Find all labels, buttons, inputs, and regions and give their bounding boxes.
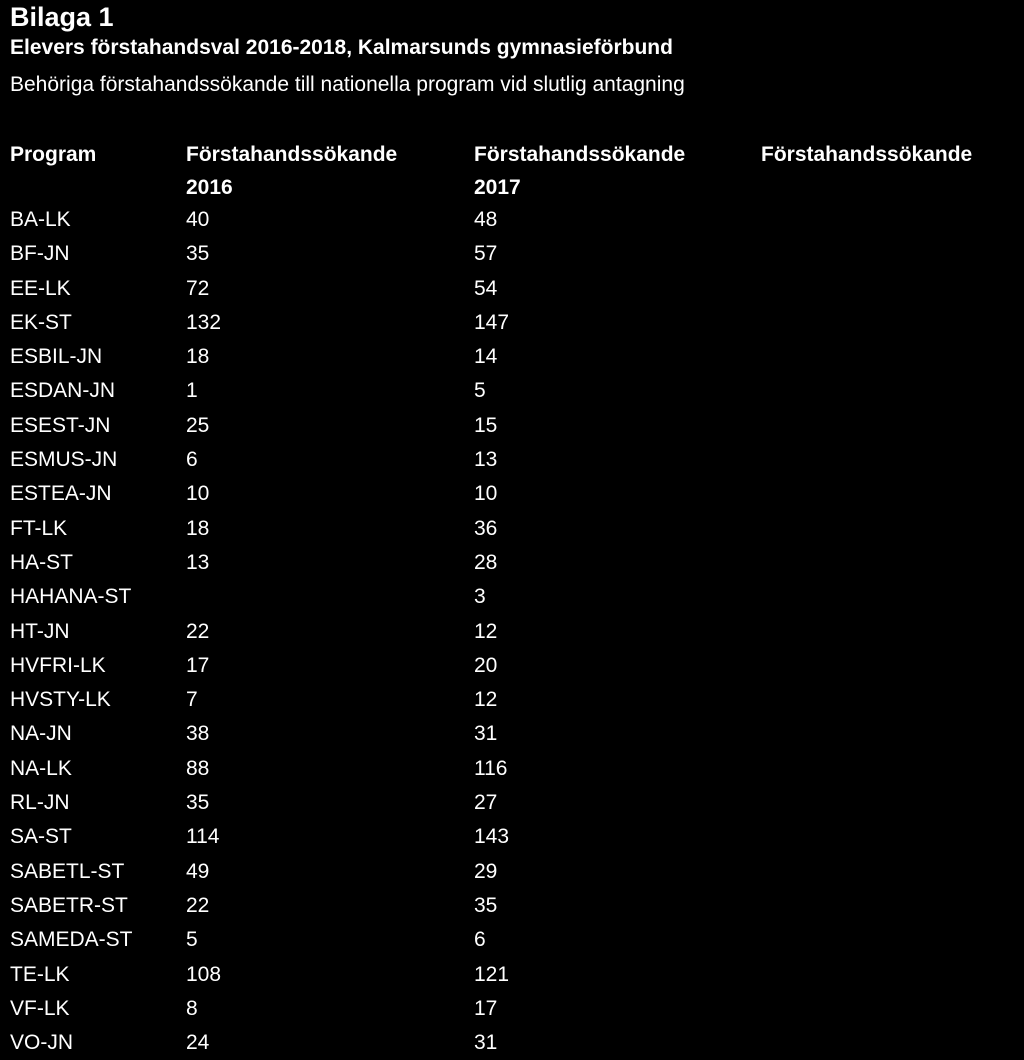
- cell-program: HT-JN: [10, 619, 70, 643]
- cell-2016: 8: [186, 996, 198, 1020]
- table-row: [0, 272, 1024, 306]
- header-program: Program: [10, 143, 97, 166]
- cell-2017: 10: [474, 482, 498, 506]
- cell-2017: 29: [474, 859, 498, 883]
- table-row: [0, 717, 1024, 751]
- table-row: [0, 649, 1024, 683]
- cell-program: SA-ST: [10, 825, 72, 849]
- table-row: [0, 580, 1024, 614]
- table-row: [0, 855, 1024, 889]
- cell-2017: 35: [474, 893, 498, 917]
- cell-program: SABETL-ST: [10, 859, 125, 883]
- cell-2017: 14: [474, 345, 498, 369]
- cell-2016: 72: [186, 276, 210, 300]
- table-row: [0, 374, 1024, 408]
- cell-program: ESEST-JN: [10, 413, 111, 437]
- cell-2016: 132: [186, 310, 222, 334]
- cell-2017: 28: [474, 550, 498, 574]
- cell-2016: 10: [186, 482, 210, 506]
- cell-2017: 5: [474, 379, 486, 403]
- cell-2017: 15: [474, 413, 498, 437]
- cell-2017: 17: [474, 996, 498, 1020]
- cell-2017: 36: [474, 516, 498, 540]
- table-row: [0, 203, 1024, 237]
- table-row: [0, 237, 1024, 271]
- table-row: [0, 409, 1024, 443]
- cell-2017: 31: [474, 1031, 498, 1055]
- table-row: [0, 512, 1024, 546]
- table-row: [0, 752, 1024, 786]
- table-row: [0, 477, 1024, 511]
- cell-program: ESBIL-JN: [10, 345, 103, 369]
- cell-program: EK-ST: [10, 310, 72, 334]
- header-2017-year: 2017: [474, 176, 521, 199]
- cell-2016: 49: [186, 859, 210, 883]
- cell-program: ESMUS-JN: [10, 448, 118, 472]
- document-description: Behöriga förstahandssökande till nationella program vid slutlig antagning: [10, 73, 685, 96]
- cell-program: VF-LK: [10, 996, 70, 1020]
- cell-program: NA-JN: [10, 722, 72, 746]
- page-heading: Bilaga 1: [10, 2, 114, 32]
- table-body: [0, 203, 1024, 1060]
- cell-2016: 18: [186, 516, 210, 540]
- cell-2017: 147: [474, 310, 510, 334]
- cell-2016: 13: [186, 550, 210, 574]
- table-row: [0, 615, 1024, 649]
- cell-2017: 13: [474, 448, 498, 472]
- cell-2016: 18: [186, 345, 210, 369]
- header-2016-year: 2016: [186, 176, 233, 199]
- cell-program: VO-JN: [10, 1031, 73, 1055]
- cell-2017: 116: [474, 756, 508, 780]
- cell-program: HVFRI-LK: [10, 653, 106, 677]
- cell-program: TE-LK: [10, 962, 70, 986]
- cell-2017: 6: [474, 928, 486, 952]
- cell-2017: 143: [474, 825, 510, 849]
- header-2016: Förstahandssökande: [186, 143, 398, 166]
- cell-2017: 12: [474, 619, 498, 643]
- cell-2016: 40: [186, 208, 210, 231]
- cell-program: FT-LK: [10, 516, 68, 540]
- cell-2017: 57: [474, 242, 498, 266]
- cell-2016: 7: [186, 688, 198, 712]
- cell-program: SABETR-ST: [10, 893, 128, 917]
- cell-program: EE-LK: [10, 276, 71, 300]
- cell-2016: 22: [186, 893, 210, 917]
- table-row: [0, 958, 1024, 992]
- cell-program: RL-JN: [10, 791, 70, 815]
- cell-2017: 48: [474, 208, 498, 231]
- table-row: [0, 786, 1024, 820]
- table-row: [0, 340, 1024, 374]
- header-2017: Förstahandssökande: [474, 143, 686, 166]
- cell-program: SAMEDA-ST: [10, 928, 133, 952]
- cell-program: ESDAN-JN: [10, 379, 116, 403]
- cell-2017: 27: [474, 791, 498, 815]
- cell-2016: 88: [186, 756, 210, 780]
- cell-program: BA-LK: [10, 208, 71, 231]
- cell-program: HVSTY-LK: [10, 688, 111, 712]
- table-row: [0, 443, 1024, 477]
- cell-program: HAHANA-ST: [10, 585, 132, 609]
- cell-2016: 24: [186, 1031, 210, 1055]
- table-row: [0, 923, 1024, 957]
- cell-2016: 108: [186, 962, 222, 986]
- cell-2016: 25: [186, 413, 210, 437]
- cell-2016: 35: [186, 791, 210, 815]
- cell-2017: 3: [474, 585, 486, 609]
- cell-2017: 20: [474, 653, 498, 677]
- cell-2016: 17: [186, 653, 210, 677]
- cell-program: HA-ST: [10, 550, 73, 574]
- cell-2016: 5: [186, 928, 198, 952]
- table-row: [0, 546, 1024, 580]
- cell-program: BF-JN: [10, 242, 70, 266]
- cell-2017: 31: [474, 722, 498, 746]
- cell-program: ESTEA-JN: [10, 482, 112, 506]
- cell-2017: 121: [474, 962, 510, 986]
- document-title: Elevers förstahandsval 2016-2018, Kalmarsunds gymnasieförbund: [10, 36, 673, 59]
- cell-2016: 22: [186, 619, 210, 643]
- cell-2017: 12: [474, 688, 498, 712]
- table-row: [0, 683, 1024, 717]
- cell-2017: 54: [474, 276, 498, 300]
- table-row: [0, 820, 1024, 854]
- table-row: [0, 992, 1024, 1026]
- table-row: [0, 889, 1024, 923]
- cell-2016: 6: [186, 448, 198, 472]
- cell-2016: 1: [186, 379, 198, 403]
- cell-2016: 35: [186, 242, 210, 266]
- table-row: [0, 1026, 1024, 1060]
- header-2018: Förstahandssökande: [761, 143, 973, 166]
- cell-program: NA-LK: [10, 756, 72, 780]
- cell-2016: 38: [186, 722, 210, 746]
- cell-2016: 114: [186, 825, 220, 849]
- table-row: [0, 306, 1024, 340]
